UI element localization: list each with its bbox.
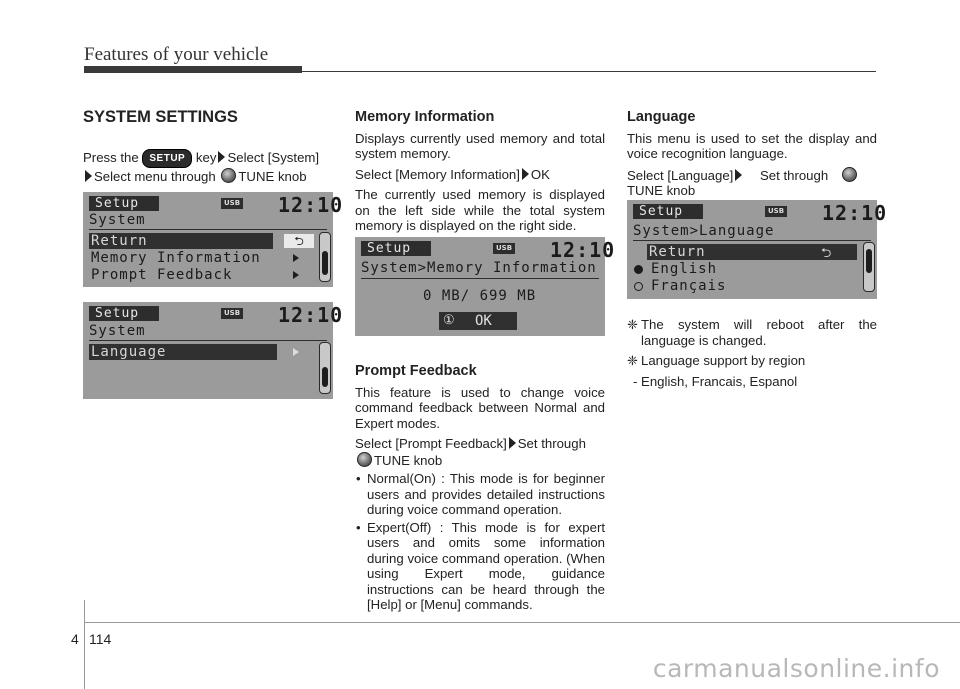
language-select [627, 167, 877, 199]
chevron-right-icon [293, 271, 299, 279]
note-text: Language support by region [641, 353, 806, 368]
prompt-select [355, 436, 605, 468]
footer-rule [84, 622, 960, 623]
watermark: carmanualsonline.info [652, 654, 940, 683]
usb-badge: USB [221, 308, 243, 319]
screen-clock: 12:10 [550, 238, 616, 262]
menu-row-english[interactable]: English [651, 261, 718, 277]
radio-francais[interactable] [634, 282, 643, 291]
intro-select: Select [System] [227, 149, 320, 165]
screen-setup-label: Setup [633, 204, 703, 219]
header-rule [302, 71, 876, 72]
page-number: 114 [89, 631, 112, 647]
screen-system-menu [83, 192, 344, 287]
tune-knob-icon [357, 452, 372, 467]
prompt-tune: TUNE knob [374, 452, 443, 468]
screen-path: System>Memory Information [361, 260, 597, 276]
screen-divider [633, 240, 871, 241]
menu-row-francais[interactable]: Français [651, 278, 727, 294]
prompt-title: Prompt Feedback [355, 363, 477, 379]
menu-row-memory-information[interactable]: Memory Information [91, 250, 261, 266]
note-mark-icon: ❈ [627, 317, 639, 332]
ok-button[interactable] [439, 312, 517, 330]
prompt-through: Set through [517, 436, 586, 451]
intro-key: key [195, 149, 217, 165]
memory-title: Memory Information [355, 109, 495, 125]
ok-number-icon: ① [443, 313, 455, 328]
prompt-select-text: Select [Prompt Feedback] [355, 436, 507, 451]
column-language [627, 110, 877, 204]
column-memory-prompt [355, 110, 605, 239]
note-mark-icon: ❈ [627, 353, 639, 368]
memory-select-text: Select [Memory Information] [355, 166, 520, 182]
memory-value: 0 MB/ 699 MB [423, 288, 537, 304]
memory-select [355, 167, 605, 183]
screen-language [627, 200, 888, 299]
screen-system-language [83, 302, 344, 399]
arrow-right-icon [85, 170, 92, 182]
screen-clock: 12:10 [822, 201, 888, 225]
language-notes [627, 317, 877, 394]
screen-divider [89, 229, 327, 230]
memory-desc2: The currently used memory is displayed on the left side while the total system memory is displayed on the right side. [355, 187, 605, 233]
intro-text [83, 149, 333, 185]
memory-select-ok: OK [530, 166, 550, 182]
language-desc: This menu is used to set the display and voice recognition language. [627, 130, 877, 161]
chevron-right-icon [293, 254, 299, 262]
arrow-right-icon [735, 169, 742, 181]
screen-path: System [89, 212, 146, 228]
region-languages: - English, Francais, Espanol [633, 373, 798, 389]
screen-scrollbar[interactable] [863, 242, 875, 292]
screen-divider [89, 340, 327, 341]
chapter-number: 4 [71, 631, 79, 647]
tune-knob-icon [842, 167, 857, 182]
intro-tune: TUNE knob [238, 169, 307, 184]
arrow-right-icon [509, 437, 516, 449]
prompt-bullets [355, 471, 605, 613]
intro-line2: Select menu through [94, 169, 216, 184]
screen-scrollbar[interactable] [319, 232, 331, 282]
footer-vertical-rule [84, 600, 85, 689]
screen-clock: 12:10 [278, 303, 344, 327]
usb-badge: USB [765, 206, 787, 217]
setup-key-icon: SETUP [142, 149, 192, 169]
menu-row-language[interactable]: Language [89, 344, 277, 360]
screen-divider [361, 278, 599, 279]
language-tune: TUNE knob [627, 183, 696, 198]
menu-row-return[interactable]: Return [647, 244, 857, 260]
note-text: The system will reboot after the language is changed. [641, 317, 877, 348]
return-icon: ⮌ [821, 246, 832, 261]
usb-badge: USB [493, 243, 515, 254]
header-bar [84, 66, 302, 73]
screen-setup-label: Setup [361, 241, 431, 256]
page-header-title: Features of your vehicle [84, 44, 269, 65]
usb-badge: USB [221, 198, 243, 209]
column-prompt [355, 364, 605, 615]
screen-setup-label: Setup [89, 306, 159, 321]
arrow-right-icon [218, 151, 225, 163]
language-select-text: Select [Language] [627, 167, 734, 183]
scrollbar-thumb[interactable] [866, 249, 872, 273]
menu-row-prompt-feedback[interactable]: Prompt Feedback [91, 267, 233, 283]
list-item: • Expert(Off) : This mode is for expert users and omits some information during voice command operation. (When using Expert mode, guidance instructions can be heard through the [Help] or [Menu] commands. [355, 520, 605, 613]
column-system-settings [83, 110, 333, 190]
screen-clock: 12:10 [278, 193, 344, 217]
radio-english[interactable] [634, 265, 643, 274]
arrow-right-icon [522, 168, 529, 180]
screen-scrollbar[interactable] [319, 342, 331, 394]
prompt-desc: This feature is used to change voice command feedback between Normal and Expert modes. [355, 384, 605, 431]
tune-knob-icon [221, 168, 236, 183]
memory-desc: Displays currently used memory and total system memory. [355, 130, 605, 161]
section-title: SYSTEM SETTINGS [83, 108, 238, 126]
note-region [627, 353, 877, 369]
return-icon: ⮌ [284, 234, 314, 248]
chevron-right-icon [293, 348, 299, 356]
intro-press: Press the [83, 149, 139, 165]
screen-path: System [89, 323, 146, 339]
scrollbar-thumb[interactable] [322, 251, 328, 275]
ok-label: OK [475, 313, 492, 329]
screen-memory-information [355, 237, 616, 336]
list-item: • Normal(On) : This mode is for beginner users and provides detailed instructions during voice command operation. [355, 471, 605, 518]
screen-path: System>Language [633, 223, 775, 239]
scrollbar-thumb[interactable] [322, 367, 328, 387]
menu-row-return[interactable]: Return [89, 233, 273, 249]
note-reboot [627, 317, 877, 348]
language-title: Language [627, 109, 696, 125]
language-through: Set through [760, 167, 829, 183]
screen-setup-label: Setup [89, 196, 159, 211]
